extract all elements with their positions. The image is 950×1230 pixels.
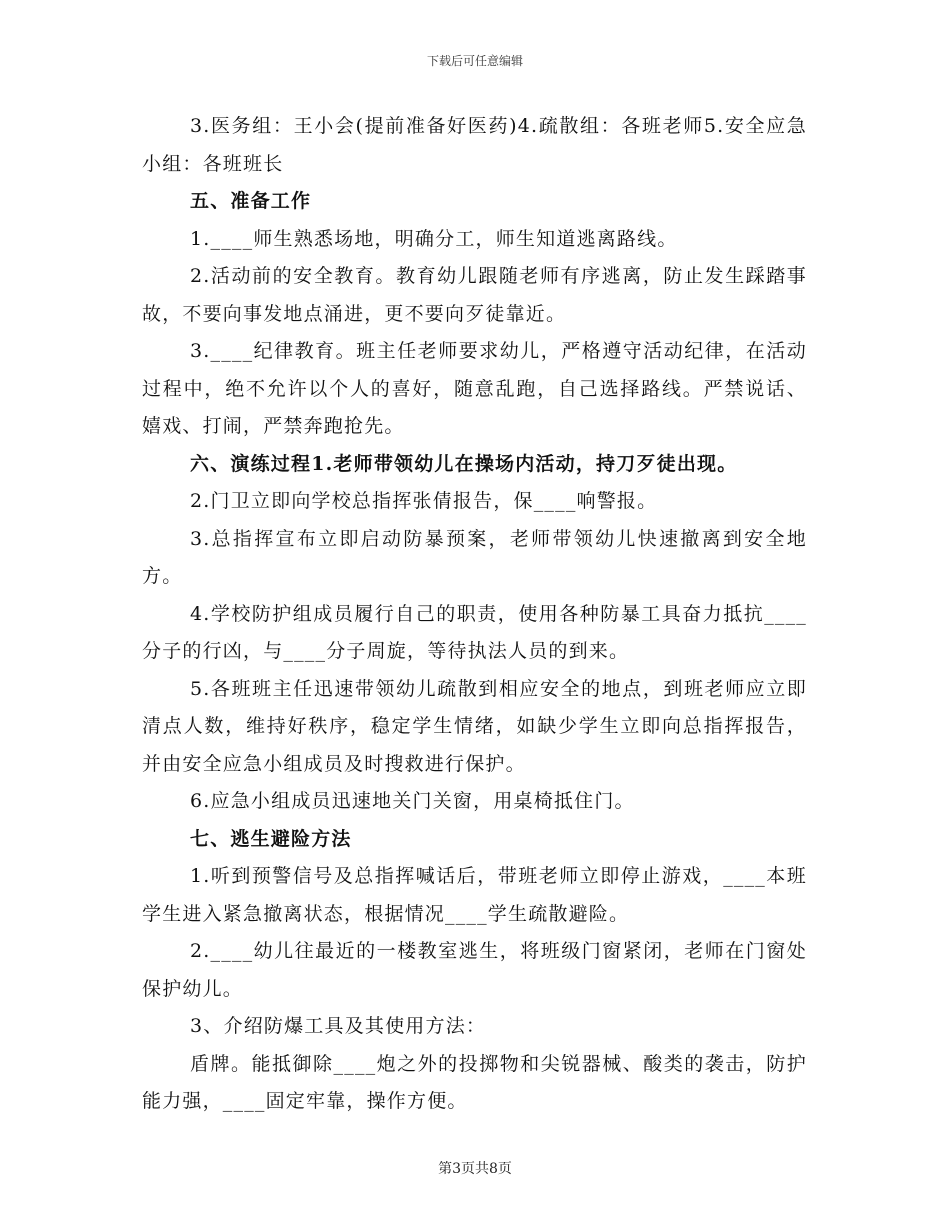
- paragraph-11: 2.____幼儿往最近的一楼教室逃生，将班级门窗紧闭，老师在门窗处保护幼儿。: [142, 940, 807, 1000]
- paragraph-10: 1.听到预警信号及总指挥喊话后，带班老师立即停止游戏，____本班学生进入紧急撤离状态，根据情况____学生疏散避险。: [142, 865, 807, 925]
- paragraph-1: 3.医务组：王小会(提前准备好医药)4.疏散组：各班老师5.安全应急小组：各班班长: [142, 115, 807, 175]
- page-header: 下载后可任意编辑: [426, 54, 523, 68]
- section-heading-7: 七、逃生避险方法: [190, 827, 352, 850]
- paragraph-5: 2.门卫立即向学校总指挥张倩报告，保____响警报。: [190, 490, 658, 512]
- paragraph-7: 4.学校防护组成员履行自己的职责，使用各种防暴工具奋力抵抗____分子的行凶，与____分子周旋，等待执法人员的到来。: [142, 602, 807, 662]
- paragraph-3: 2.活动前的安全教育。教育幼儿跟随老师有序逃离，防止发生踩踏事故，不要向事发地点涌进，更不要向歹徒靠近。: [142, 265, 807, 325]
- paragraph-6: 3.总指挥宣布立即启动防暴预案，老师带领幼儿快速撤离到安全地方。: [142, 527, 807, 587]
- paragraph-2: 1.____师生熟悉场地，明确分工，师生知道逃离路线。: [190, 227, 678, 250]
- paragraph-4: 3.____纪律教育。班主任老师要求幼儿，严格遵守活动纪律，在活动过程中，绝不允许以个人的喜好，随意乱跑，自己选择路线。严禁说话、嬉戏、打闹，严禁奔跑抢先。: [142, 340, 807, 437]
- paragraph-8: 5.各班班主任迅速带领幼儿疏散到相应安全的地点，到班老师应立即清点人数，维持好秩序，稳定学生情绪，如缺少学生立即向总指挥报告，并由安全应急小组成员及时搜救进行保护。: [142, 677, 807, 775]
- paragraph-12: 3、介绍防爆工具及其使用方法：: [190, 1015, 487, 1037]
- section-heading-5: 五、准备工作: [190, 190, 312, 212]
- section-heading-6: 六、演练过程1.老师带领幼儿在操场内活动，持刀歹徒出现。: [190, 452, 738, 475]
- page-footer: 第3页共8页: [438, 1161, 512, 1177]
- paragraph-9: 6.应急小组成员迅速地关门关窗，用桌椅抵住门。: [190, 790, 635, 812]
- paragraph-13: 盾牌。能抵御除____炮之外的投掷物和尖锐器械、酸类的袭击，防护能力强，____固定牢靠，操作方便。: [142, 1052, 807, 1112]
- document-body: [142, 108, 807, 1121]
